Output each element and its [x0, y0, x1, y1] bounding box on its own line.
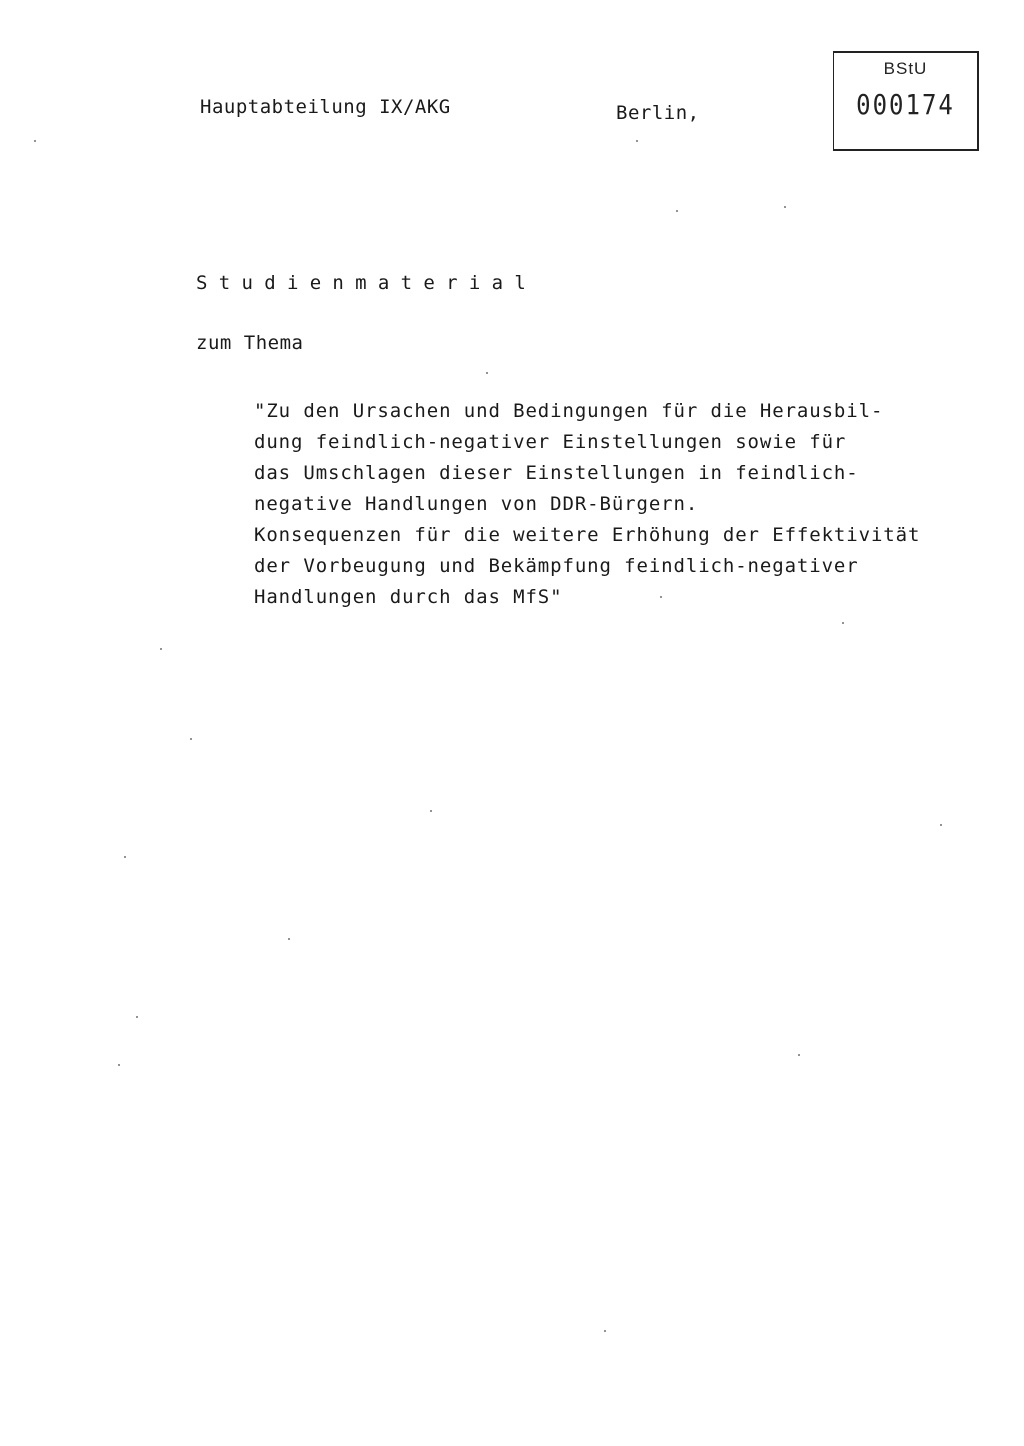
scan-speck [798, 1054, 800, 1056]
department-line: Hauptabteilung IX/AKG [200, 96, 451, 118]
document-subtitle: zum Thema [196, 332, 304, 354]
quote-line: "Zu den Ursachen und Bedingungen für die Herausbil- [254, 400, 884, 422]
stamp-number: 000174 [856, 88, 955, 122]
scan-speck [784, 206, 786, 208]
scan-speck [636, 140, 638, 142]
scan-speck [190, 738, 192, 740]
topic-quote [254, 396, 920, 613]
stamp-label: BStU [883, 59, 928, 78]
scan-speck [842, 622, 844, 624]
scan-speck [940, 824, 942, 826]
quote-line: negative Handlungen von DDR-Bürgern. [254, 493, 699, 515]
scan-speck [430, 810, 432, 812]
scan-speck [136, 1016, 138, 1018]
scan-speck [486, 372, 488, 374]
document-title: Studienmaterial [196, 272, 538, 294]
quote-line: Handlungen durch das MfS" [254, 586, 563, 608]
quote-line: der Vorbeugung und Bekämpfung feindlich-negativer [254, 555, 859, 577]
place-line: Berlin, [616, 102, 700, 124]
scan-speck [604, 1330, 606, 1332]
quote-line: das Umschlagen dieser Einstellungen in feindlich- [254, 462, 859, 484]
quote-line: dung feindlich-negativer Einstellungen sowie für [254, 431, 847, 453]
scan-speck [288, 938, 290, 940]
scan-speck [660, 596, 662, 598]
archive-stamp [833, 51, 979, 151]
scan-speck [124, 856, 126, 858]
quote-line: Konsequenzen für die weitere Erhöhung der Effektivität [254, 524, 921, 546]
scan-speck [118, 1064, 120, 1066]
scan-speck [34, 140, 36, 142]
scan-speck [160, 648, 162, 650]
scan-speck [676, 210, 678, 212]
